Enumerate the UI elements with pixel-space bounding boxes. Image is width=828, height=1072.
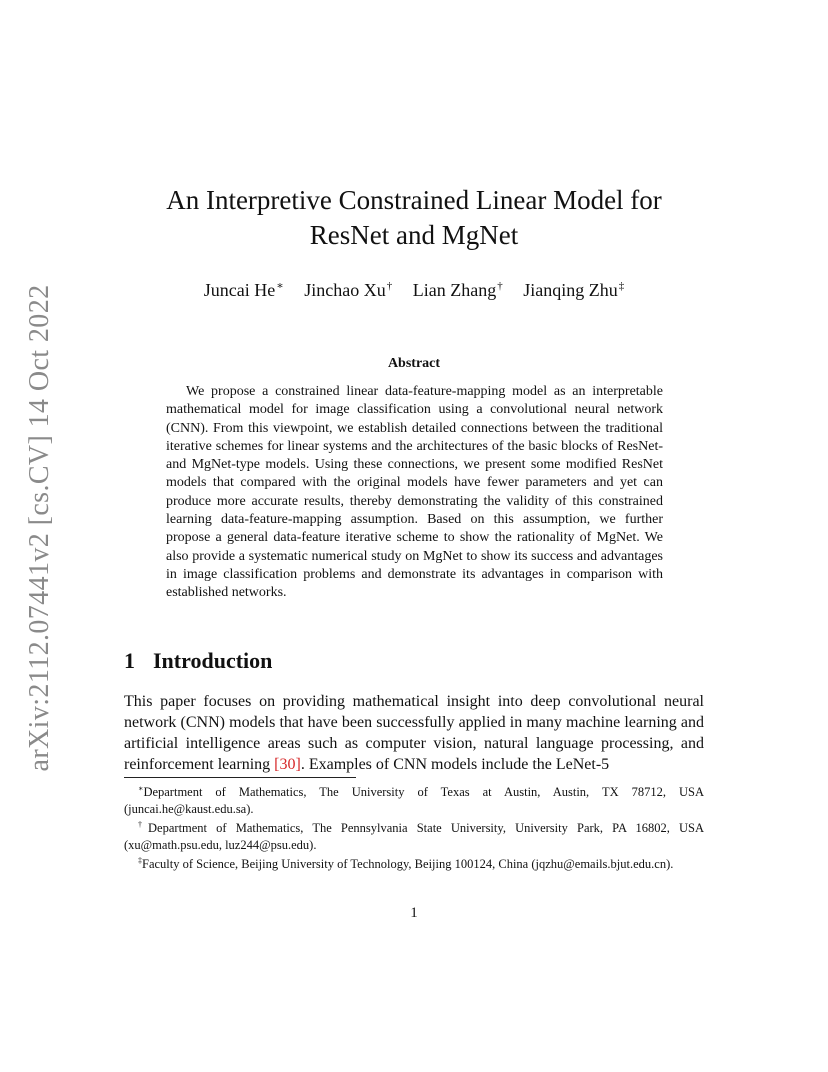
footnote-divider [124, 777, 356, 778]
section-number: 1 [124, 648, 135, 673]
author: Lian Zhang† [412, 280, 503, 300]
footnote-mark: † [138, 820, 149, 829]
title-line-1: An Interpretive Constrained Linear Model for [166, 185, 662, 215]
citation-link[interactable]: [30] [274, 756, 301, 773]
author: Jinchao Xu† [304, 280, 393, 300]
arxiv-identifier: arXiv:2112.07441v2 [cs.CV] 14 Oct 2022 [24, 284, 55, 772]
author-footnote-mark: † [497, 280, 503, 292]
footnotes [124, 781, 704, 873]
abstract-text: We propose a constrained linear data-feature-mapping model as an interpretable mathematical model for image classification using a convolutional neural network (CNN). From this viewpoint, we establish detailed connections between the traditional iterative schemes for linear systems and the architectures of the basic blocks of ResNet- and MgNet-type models. Using these connections, we present some modified ResNet models that compared with the original models have fewer parameters and yet can produce more accurate results, thereby demonstrating the validity of this constrained learning data-feature-mapping assumption. Based on this assumption, we further propose a general data-feature iterative scheme to show the rationality of MgNet. We also provide a systematic numerical study on MgNet to show its success and advantages in image classification problems and demonstrate its advantages in comparison with established networks. [166, 384, 663, 601]
author-footnote-mark: † [386, 280, 393, 292]
introduction-paragraph: This paper focuses on providing mathematical insight into deep convolutional neural network (CNN) models that have been successfully applied in many machine learning and artificial intelligence areas such as computer vision, natural language processing, and reinforcement learning [30]. Examples of CNN models include the LeNet-5 [124, 693, 704, 773]
footnote: †Department of Mathematics, The Pennsylvania State University, University Park, PA 16802, USA (xu@math.psu.edu, luz244@psu.edu). [124, 820, 704, 852]
footnote-mark: ∗ [138, 784, 144, 793]
section-title: Introduction [153, 648, 273, 673]
footnote: ∗Department of Mathematics, The University of Texas at Austin, Austin, TX 78712, USA (juncai.he@kaust.edu.sa). [124, 784, 704, 816]
page-number: 1 [410, 905, 418, 921]
author-footnote-mark: ‡ [618, 280, 625, 292]
abstract-heading: Abstract [387, 356, 441, 371]
author: Juncai He∗ [203, 280, 284, 300]
paper-title [124, 183, 704, 253]
footnote: ‡Faculty of Science, Beijing University of Technology, Beijing 100124, China (jqzhu@emails.bjut.edu.cn). [138, 856, 674, 871]
author-footnote-mark: ∗ [276, 280, 284, 292]
author-list [124, 274, 704, 302]
title-line-2: ResNet and MgNet [309, 220, 519, 250]
section-heading [124, 648, 272, 674]
author: Jianqing Zhu‡ [523, 280, 625, 300]
footnote-mark: ‡ [138, 856, 142, 865]
